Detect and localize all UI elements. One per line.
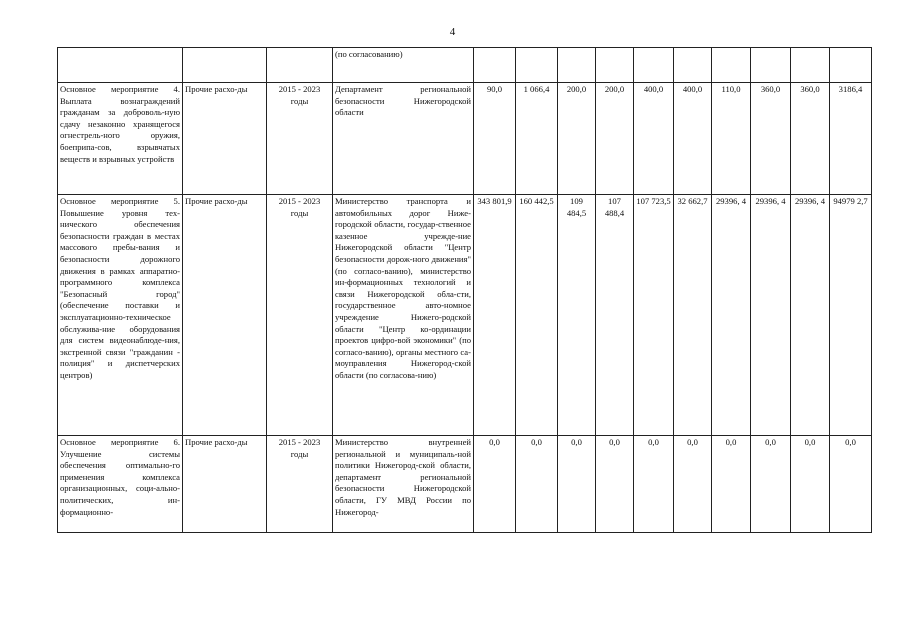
responsible-executor-cell: Министерство внутренней региональной и муниципаль-ной политики Нижегород-ской области, департамент региональной безопасности Нижегородской области, ГУ МВД России по Нижегород-: [333, 436, 474, 533]
funding-value-cell: [474, 48, 516, 83]
funding-value-cell: 1 066,4: [516, 83, 558, 195]
funding-value-cell: 0,0: [791, 436, 830, 533]
funding-value-cell: 0,0: [830, 436, 872, 533]
funding-value-cell: 0,0: [751, 436, 791, 533]
funding-value-cell: 0,0: [474, 436, 516, 533]
responsible-executor-cell: Министерство транспорта и автомобильных дорог Ниже-городской области, государ-ственное казенное учрежде-ние Нижегородской области "Центр безопасности дорож-ного движения" (по согласо-ванию), министерство ин-формационных технологий и связи Нижегородской обла-сти, государственное авто-номное учреждение Нижего-родской области "Центр ко-ординации проектов цифро-вой экономики" (по согласо-ванию), органы местного са-моуправления Нижегород-ской области (по согласова-нию): [333, 195, 474, 436]
period-cell: [267, 48, 333, 83]
funding-source-cell: Прочие расхо-ды: [183, 436, 267, 533]
funding-value-cell: [830, 48, 872, 83]
funding-value-cell: [712, 48, 751, 83]
funding-value-cell: 200,0: [558, 83, 596, 195]
table-row: [58, 83, 872, 195]
funding-value-cell: 160 442,5: [516, 195, 558, 436]
funding-value-cell: 360,0: [751, 83, 791, 195]
table-row: [58, 195, 872, 436]
funding-value-cell: [791, 48, 830, 83]
funding-source-cell: Прочие расхо-ды: [183, 195, 267, 436]
program-activities-table: [57, 47, 872, 533]
funding-value-cell: 0,0: [712, 436, 751, 533]
funding-value-cell: 200,0: [596, 83, 634, 195]
funding-value-cell: 0,0: [674, 436, 712, 533]
funding-value-cell: [674, 48, 712, 83]
funding-value-cell: 94979 2,7: [830, 195, 872, 436]
funding-value-cell: 0,0: [516, 436, 558, 533]
funding-value-cell: [516, 48, 558, 83]
funding-value-cell: 107 723,5: [634, 195, 674, 436]
funding-value-cell: 107 488,4: [596, 195, 634, 436]
period-cell: 2015 - 2023 годы: [267, 195, 333, 436]
activity-description-cell: Основное мероприятие 5. Повышение уровня тех-нического обеспечения безопасности граждан в местах массового пребы-вания и безопасности дорожного движения в рамках аппаратно-программного комплекса "Безопасный город" (обеспечение поставки и эксплуатационно-техническое обслужива-ние оборудования для систем видеонаблюде-ния, экстренной связи "гражданин - полиция" и диспетчерских центров): [58, 195, 183, 436]
funding-value-cell: 0,0: [596, 436, 634, 533]
page-number: 4: [449, 26, 456, 38]
funding-source-cell: [183, 48, 267, 83]
funding-value-cell: 0,0: [558, 436, 596, 533]
funding-value-cell: 343 801,9: [474, 195, 516, 436]
funding-value-cell: 3186,4: [830, 83, 872, 195]
funding-value-cell: [634, 48, 674, 83]
responsible-executor-cell: Департамент региональной безопасности Нижегородской области: [333, 83, 474, 195]
activity-description-cell: Основное мероприятие 4. Выплата вознаграждений гражданам за доброволь-ную сдачу незаконно хранящегося огнестрель-ного оружия, боеприпа-сов, взрывчатых веществ и взрывных устройств: [58, 83, 183, 195]
funding-value-cell: 29396, 4: [791, 195, 830, 436]
funding-value-cell: [558, 48, 596, 83]
table-row: [58, 436, 872, 533]
funding-value-cell: [596, 48, 634, 83]
funding-value-cell: 90,0: [474, 83, 516, 195]
period-cell: 2015 - 2023 годы: [267, 83, 333, 195]
funding-value-cell: 360,0: [791, 83, 830, 195]
funding-value-cell: 400,0: [634, 83, 674, 195]
funding-value-cell: [751, 48, 791, 83]
activity-description-cell: Основное мероприятие 6. Улучшение системы обеспечения оптимально-го применения комплекса организационных, соци-ально-политических, ин-формационно-: [58, 436, 183, 533]
funding-value-cell: 29396, 4: [712, 195, 751, 436]
funding-value-cell: 32 662,7: [674, 195, 712, 436]
period-cell: 2015 - 2023 годы: [267, 436, 333, 533]
funding-value-cell: 29396, 4: [751, 195, 791, 436]
funding-value-cell: 109 484,5: [558, 195, 596, 436]
funding-value-cell: 110,0: [712, 83, 751, 195]
funding-value-cell: 400,0: [674, 83, 712, 195]
funding-value-cell: 0,0: [634, 436, 674, 533]
responsible-executor-cell: (по согласованию): [333, 48, 474, 83]
table-row: [58, 48, 872, 83]
funding-source-cell: Прочие расхо-ды: [183, 83, 267, 195]
activity-description-cell: [58, 48, 183, 83]
